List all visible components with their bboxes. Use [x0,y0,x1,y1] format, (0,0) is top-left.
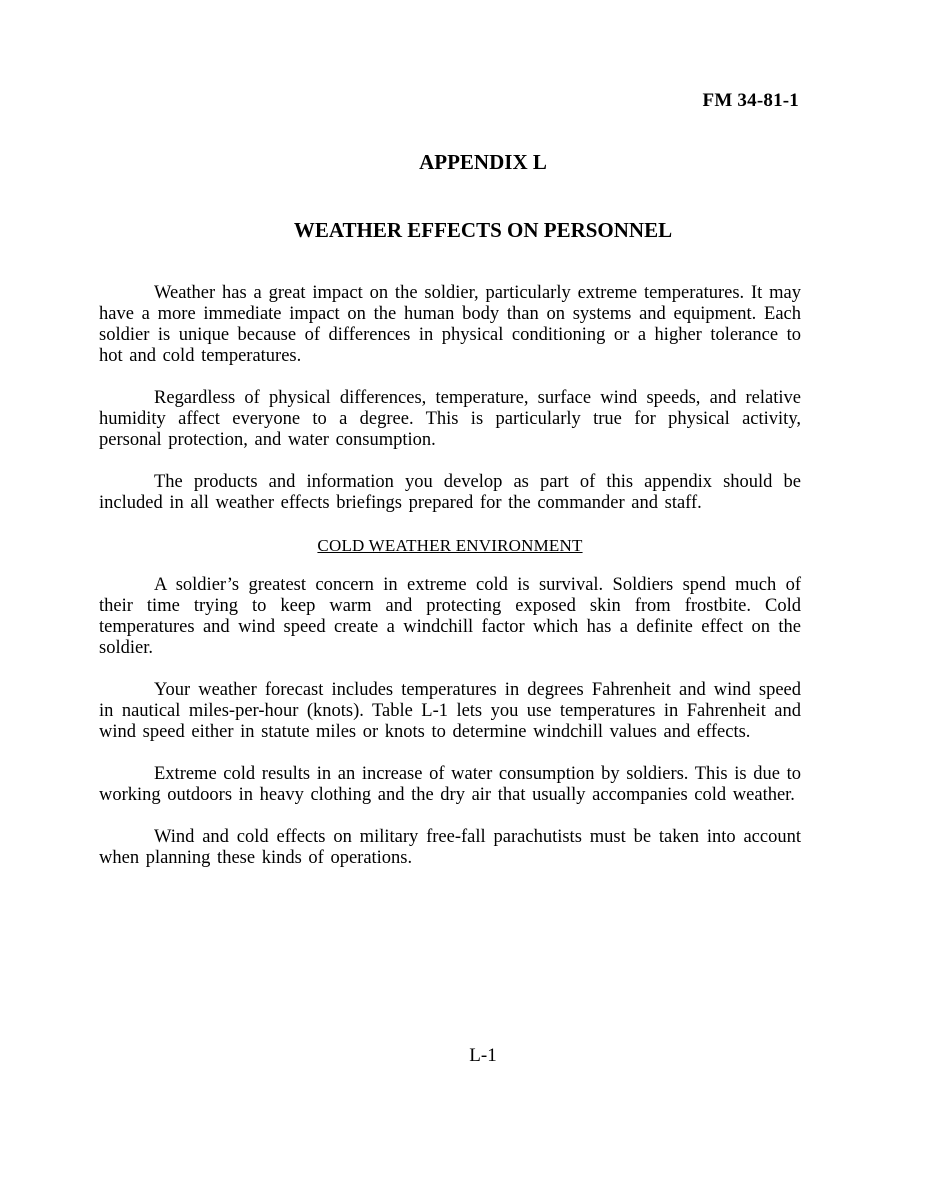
cold-weather-paragraph: Your weather forecast includes temperatures in degrees Fahrenheit and wind speed in nautical miles-per-hour (knots). Table L-1 lets you use temperatures in Fahrenheit and wind speed either in statute miles or knots to determine windchill values and effects. [99,680,801,742]
intro-paragraph: The products and information you develop as part of this appendix should be included in all weather effects briefings prepared for the commander and staff. [99,472,801,513]
cold-weather-paragraph: A soldier’s greatest concern in extreme cold is survival. Soldiers spend much of their time trying to keep warm and protecting exposed skin from frostbite. Cold temperatures and wind speed create a windchill factor which has a definite effect on the soldier. [99,575,801,658]
cold-weather-paragraph: Wind and cold effects on military free-fall parachutists must be taken into account when planning these kinds of operations. [99,827,801,868]
document-id: FM 34-81-1 [702,90,799,111]
section-heading-cold-weather: COLD WEATHER ENVIRONMENT [317,536,583,555]
intro-paragraph: Weather has a great impact on the soldier, particularly extreme temperatures. It may have a more immediate impact on the human body than on systems and equipment. Each soldier is unique because of differences in physical conditioning or a higher tolerance to hot and cold temperatures. [99,283,801,366]
appendix-title: APPENDIX L [419,150,547,174]
page-title: WEATHER EFFECTS ON PERSONNEL [293,218,673,242]
document-body [99,283,801,890]
intro-paragraph: Regardless of physical differences, temperature, surface wind speeds, and relative humidity affect everyone to a degree. This is particularly true for physical activity, personal protection, and water consumption. [99,388,801,450]
page-number: L-1 [469,1045,497,1066]
cold-weather-paragraph: Extreme cold results in an increase of water consumption by soldiers. This is due to working outdoors in heavy clothing and the dry air that usually accompanies cold weather. [99,764,801,805]
